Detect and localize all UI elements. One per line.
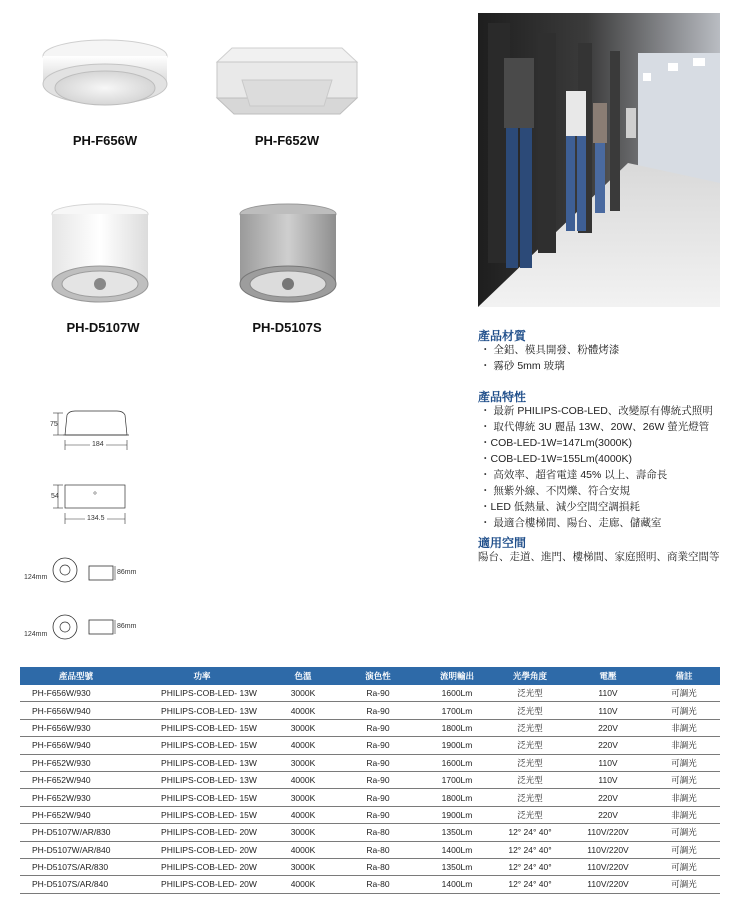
table-cell: PHILIPS-COB-LED- 13W	[132, 702, 272, 719]
table-cell: 可調光	[648, 702, 720, 719]
column-header: 電壓	[568, 667, 648, 685]
table-row	[20, 841, 720, 858]
table-row	[20, 737, 720, 754]
applications-section-title: 適用空間	[478, 536, 527, 550]
product-label: PH-D5107W	[66, 320, 140, 335]
list-item: ・ 取代傳統 3U 麗晶 13W、20W、26W 螢光燈管	[480, 421, 710, 433]
material-list	[480, 342, 619, 374]
cutout-depth-box	[88, 564, 118, 584]
table-row	[20, 789, 720, 806]
table-cell: 4000K	[272, 737, 334, 754]
table-cell: 110V	[568, 754, 648, 771]
table-cell: 4000K	[272, 841, 334, 858]
table-cell: 1900Lm	[422, 737, 492, 754]
column-header: 功率	[132, 667, 272, 685]
table-cell: 4000K	[272, 771, 334, 788]
table-cell: 泛光型	[492, 719, 568, 736]
table-cell: PH-D5107W/AR/830	[20, 824, 132, 841]
table-cell: 泛光型	[492, 771, 568, 788]
table-cell: PHILIPS-COB-LED- 13W	[132, 754, 272, 771]
table-cell: 可調光	[648, 841, 720, 858]
table-cell: Ra-90	[334, 702, 422, 719]
table-cell: Ra-90	[334, 737, 422, 754]
column-header: 演色性	[334, 667, 422, 685]
table-cell: 1700Lm	[422, 702, 492, 719]
product-image-ph-f656w	[35, 28, 175, 123]
table-cell: PHILIPS-COB-LED- 20W	[132, 858, 272, 875]
list-item: ・ 高效率、超省電達 45% 以上、壽命長	[480, 469, 668, 481]
table-cell: PHILIPS-COB-LED- 20W	[132, 876, 272, 893]
table-cell: 3000K	[272, 824, 334, 841]
list-item: ・COB-LED-1W=155Lm(4000K)	[480, 453, 633, 465]
table-row	[20, 771, 720, 788]
table-cell: 1700Lm	[422, 771, 492, 788]
table-cell: Ra-80	[334, 841, 422, 858]
table-cell: 4000K	[272, 806, 334, 823]
table-cell: 110V	[568, 685, 648, 702]
table-cell: Ra-80	[334, 876, 422, 893]
table-cell: 可調光	[648, 685, 720, 702]
column-header: 產品型號	[20, 667, 132, 685]
table-cell: 非調光	[648, 806, 720, 823]
table-cell: PH-D5107S/AR/840	[20, 876, 132, 893]
features-list	[480, 403, 713, 531]
table-cell: PH-F656W/940	[20, 737, 132, 754]
table-cell: PH-F652W/940	[20, 771, 132, 788]
table-cell: PHILIPS-COB-LED- 13W	[132, 685, 272, 702]
table-cell: 泛光型	[492, 754, 568, 771]
table-row	[20, 876, 720, 893]
table-cell: 1600Lm	[422, 685, 492, 702]
table-row	[20, 702, 720, 719]
list-item: ・ 最適合樓梯間、陽台、走廊、儲藏室	[480, 517, 662, 529]
table-cell: 1400Lm	[422, 841, 492, 858]
applications-text: 陽台、走道、進門、樓梯間、家庭照明、商業空間等	[478, 551, 720, 563]
table-cell: 3000K	[272, 789, 334, 806]
table-row	[20, 806, 720, 823]
table-cell: 1800Lm	[422, 719, 492, 736]
table-cell: PH-F656W/940	[20, 702, 132, 719]
product-image-ph-d5107w	[45, 200, 155, 310]
table-cell: 1600Lm	[422, 754, 492, 771]
table-cell: 3000K	[272, 754, 334, 771]
table-row	[20, 824, 720, 841]
table-cell: Ra-90	[334, 719, 422, 736]
product-label: PH-F656W	[72, 133, 138, 148]
table-cell: 1800Lm	[422, 789, 492, 806]
table-cell: 110V/220V	[568, 858, 648, 875]
column-header: 備註	[648, 667, 720, 685]
cutout-depth-box	[88, 618, 118, 638]
product-label: PH-D5107S	[252, 320, 322, 335]
table-cell: PH-F652W/930	[20, 789, 132, 806]
table-row	[20, 685, 720, 702]
table-cell: 非調光	[648, 789, 720, 806]
table-cell: 可調光	[648, 876, 720, 893]
list-item: ・ 最新 PHILIPS-COB-LED、改變原有傳統式照明	[480, 405, 713, 417]
table-cell: 泛光型	[492, 789, 568, 806]
dimension-drawing-d5107	[45, 478, 145, 530]
table-cell: 3000K	[272, 719, 334, 736]
table-cell: 110V	[568, 771, 648, 788]
table-cell: 泛光型	[492, 702, 568, 719]
table-cell: 1350Lm	[422, 858, 492, 875]
spec-table	[20, 667, 720, 894]
table-header-row	[20, 667, 720, 685]
table-cell: 220V	[568, 789, 648, 806]
list-item: ・COB-LED-1W=147Lm(3000K)	[480, 437, 633, 449]
table-cell: Ra-90	[334, 806, 422, 823]
dimension-height: 54	[51, 493, 59, 500]
table-cell: 1900Lm	[422, 806, 492, 823]
table-cell: 泛光型	[492, 806, 568, 823]
table-cell: Ra-90	[334, 754, 422, 771]
table-row	[20, 858, 720, 875]
product-image-ph-d5107s	[233, 200, 343, 310]
table-cell: PHILIPS-COB-LED- 13W	[132, 771, 272, 788]
table-cell: PHILIPS-COB-LED- 15W	[132, 737, 272, 754]
table-cell: 110V	[568, 702, 648, 719]
table-cell: 3000K	[272, 685, 334, 702]
table-cell: 泛光型	[492, 737, 568, 754]
table-cell: 可調光	[648, 754, 720, 771]
features-section-title: 產品特性	[478, 390, 527, 404]
dimension-width: 184	[92, 441, 104, 448]
table-cell: 非調光	[648, 737, 720, 754]
cutout-diameter: 124mm	[24, 631, 48, 638]
table-cell: PHILIPS-COB-LED- 15W	[132, 806, 272, 823]
table-cell: PH-F656W/930	[20, 685, 132, 702]
table-cell: PHILIPS-COB-LED- 20W	[132, 841, 272, 858]
table-cell: Ra-90	[334, 771, 422, 788]
table-cell: Ra-90	[334, 789, 422, 806]
table-cell: 220V	[568, 719, 648, 736]
table-row	[20, 754, 720, 771]
table-cell: 1400Lm	[422, 876, 492, 893]
table-cell: 220V	[568, 806, 648, 823]
table-cell: 4000K	[272, 876, 334, 893]
table-cell: 110V/220V	[568, 824, 648, 841]
table-cell: Ra-90	[334, 685, 422, 702]
table-cell: 1350Lm	[422, 824, 492, 841]
dimension-width: 134.5	[87, 515, 105, 522]
cutout-circle-icon	[50, 612, 80, 642]
list-item: ・LED 低熱量、減少空間空調損耗	[480, 501, 640, 513]
cutout-circle-icon	[50, 555, 80, 585]
table-cell: PH-D5107S/AR/830	[20, 858, 132, 875]
table-cell: 可調光	[648, 824, 720, 841]
table-cell: 12° 24° 40°	[492, 824, 568, 841]
table-cell: PH-D5107W/AR/840	[20, 841, 132, 858]
column-header: 光學角度	[492, 667, 568, 685]
table-cell: 12° 24° 40°	[492, 841, 568, 858]
dimension-height: 75	[50, 421, 58, 428]
table-cell: 3000K	[272, 858, 334, 875]
table-cell: PHILIPS-COB-LED- 15W	[132, 719, 272, 736]
table-cell: PH-F652W/930	[20, 754, 132, 771]
table-row	[20, 719, 720, 736]
table-cell: 220V	[568, 737, 648, 754]
table-cell: PHILIPS-COB-LED- 20W	[132, 824, 272, 841]
list-item: ・ 無紫外線、不閃爍、符合安規	[480, 485, 630, 497]
product-image-ph-f652w	[212, 40, 362, 120]
list-item: ・ 全鋁、模具開發、粉體烤漆	[480, 344, 620, 356]
column-header: 色溫	[272, 667, 334, 685]
table-cell: 110V/220V	[568, 876, 648, 893]
table-cell: Ra-80	[334, 858, 422, 875]
cutout-diameter: 124mm	[24, 574, 48, 581]
store-interior-photo	[478, 13, 720, 307]
column-header: 流明輸出	[422, 667, 492, 685]
material-section-title: 產品材質	[478, 329, 527, 343]
table-cell: 12° 24° 40°	[492, 876, 568, 893]
table-cell: 110V/220V	[568, 841, 648, 858]
table-cell: 泛光型	[492, 685, 568, 702]
table-cell: 可調光	[648, 771, 720, 788]
table-cell: 非調光	[648, 719, 720, 736]
table-cell: Ra-80	[334, 824, 422, 841]
table-cell: 可調光	[648, 858, 720, 875]
table-cell: 4000K	[272, 702, 334, 719]
table-cell: PH-F656W/930	[20, 719, 132, 736]
table-cell: 12° 24° 40°	[492, 858, 568, 875]
cutout-depth: 86mm	[117, 569, 137, 576]
product-label: PH-F652W	[254, 133, 320, 148]
table-cell: PH-F652W/940	[20, 806, 132, 823]
list-item: ・ 霧砂 5mm 玻璃	[480, 360, 565, 372]
cutout-depth: 86mm	[117, 623, 137, 630]
table-cell: PHILIPS-COB-LED- 15W	[132, 789, 272, 806]
